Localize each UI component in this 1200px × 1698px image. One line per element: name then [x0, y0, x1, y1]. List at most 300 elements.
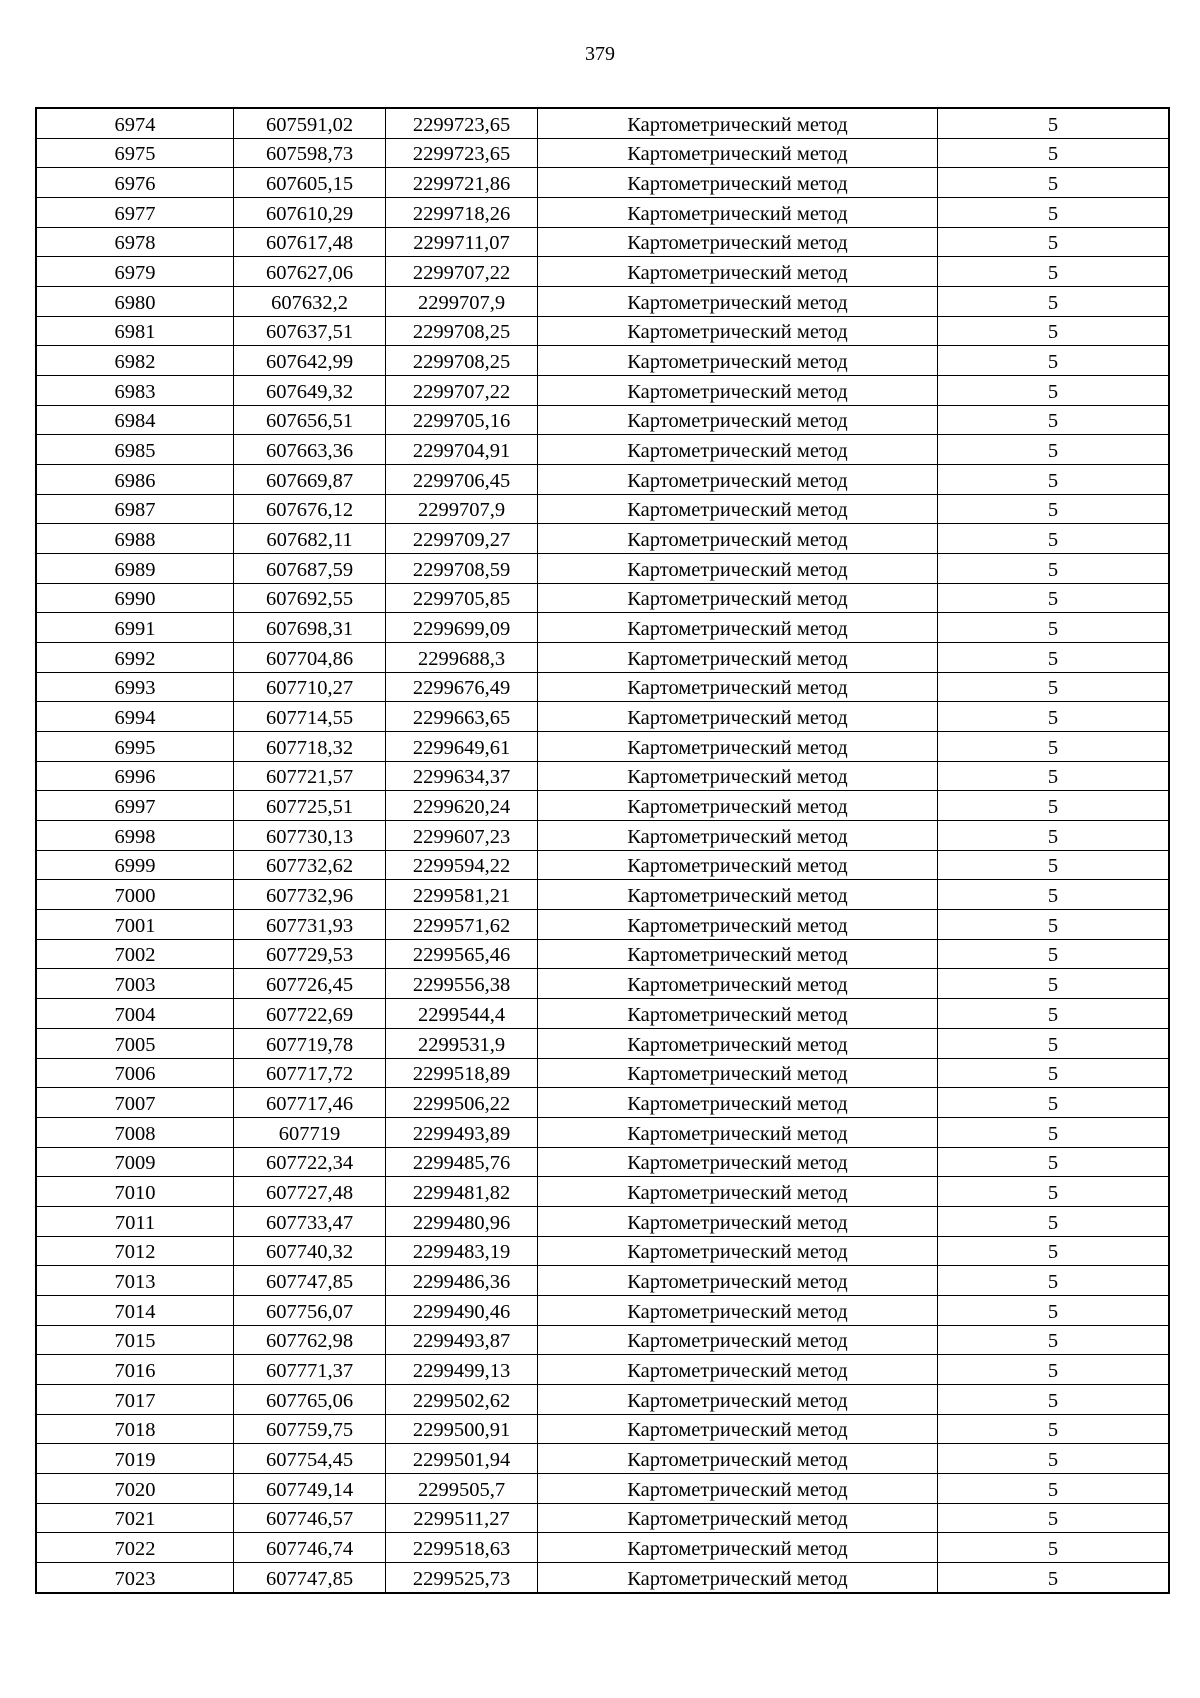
table-row: [37, 1177, 1169, 1207]
x-coordinate-cell: 607746,57: [234, 1503, 386, 1533]
accuracy-cell: 5: [938, 494, 1169, 524]
method-cell: Картометрический метод: [538, 1473, 938, 1503]
accuracy-cell: 5: [938, 643, 1169, 673]
method-cell: Картометрический метод: [538, 1117, 938, 1147]
point-number-cell: 7017: [37, 1384, 234, 1414]
y-coordinate-cell: 2299501,94: [386, 1444, 538, 1474]
point-number-cell: 7014: [37, 1295, 234, 1325]
table-row: [37, 1088, 1169, 1118]
method-cell: Картометрический метод: [538, 346, 938, 376]
y-coordinate-cell: 2299531,9: [386, 1028, 538, 1058]
y-coordinate-cell: 2299676,49: [386, 672, 538, 702]
x-coordinate-cell: 607669,87: [234, 465, 386, 495]
point-number-cell: 7023: [37, 1562, 234, 1592]
y-coordinate-cell: 2299506,22: [386, 1088, 538, 1118]
x-coordinate-cell: 607721,57: [234, 761, 386, 791]
y-coordinate-cell: 2299620,24: [386, 791, 538, 821]
x-coordinate-cell: 607765,06: [234, 1384, 386, 1414]
y-coordinate-cell: 2299544,4: [386, 999, 538, 1029]
y-coordinate-cell: 2299483,19: [386, 1236, 538, 1266]
y-coordinate-cell: 2299708,25: [386, 346, 538, 376]
y-coordinate-cell: 2299502,62: [386, 1384, 538, 1414]
accuracy-cell: 5: [938, 850, 1169, 880]
y-coordinate-cell: 2299699,09: [386, 613, 538, 643]
y-coordinate-cell: 2299493,87: [386, 1325, 538, 1355]
method-cell: Картометрический метод: [538, 613, 938, 643]
accuracy-cell: 5: [938, 346, 1169, 376]
table-row: [37, 168, 1169, 198]
method-cell: Картометрический метод: [538, 1414, 938, 1444]
x-coordinate-cell: 607617,48: [234, 227, 386, 257]
y-coordinate-cell: 2299707,22: [386, 376, 538, 406]
method-cell: Картометрический метод: [538, 287, 938, 317]
method-cell: Картометрический метод: [538, 316, 938, 346]
point-number-cell: 6990: [37, 583, 234, 613]
table-row: [37, 761, 1169, 791]
point-number-cell: 6998: [37, 821, 234, 851]
x-coordinate-cell: 607714,55: [234, 702, 386, 732]
method-cell: Картометрический метод: [538, 1147, 938, 1177]
method-cell: Картометрический метод: [538, 435, 938, 465]
y-coordinate-cell: 2299708,25: [386, 316, 538, 346]
accuracy-cell: 5: [938, 316, 1169, 346]
accuracy-cell: 5: [938, 999, 1169, 1029]
x-coordinate-cell: 607746,74: [234, 1533, 386, 1563]
x-coordinate-cell: 607637,51: [234, 316, 386, 346]
point-number-cell: 7004: [37, 999, 234, 1029]
y-coordinate-cell: 2299723,65: [386, 138, 538, 168]
point-number-cell: 6978: [37, 227, 234, 257]
accuracy-cell: 5: [938, 939, 1169, 969]
point-number-cell: 6982: [37, 346, 234, 376]
accuracy-cell: 5: [938, 376, 1169, 406]
accuracy-cell: 5: [938, 198, 1169, 228]
y-coordinate-cell: 2299707,9: [386, 494, 538, 524]
accuracy-cell: 5: [938, 168, 1169, 198]
method-cell: Картометрический метод: [538, 227, 938, 257]
point-number-cell: 7007: [37, 1088, 234, 1118]
table-row: [37, 613, 1169, 643]
y-coordinate-cell: 2299723,65: [386, 109, 538, 139]
x-coordinate-cell: 607649,32: [234, 376, 386, 406]
x-coordinate-cell: 607762,98: [234, 1325, 386, 1355]
method-cell: Картометрический метод: [538, 465, 938, 495]
page-number: 379: [585, 43, 615, 65]
table-row: [37, 346, 1169, 376]
table-row: [37, 1236, 1169, 1266]
accuracy-cell: 5: [938, 227, 1169, 257]
table-row: [37, 1117, 1169, 1147]
point-number-cell: 6992: [37, 643, 234, 673]
method-cell: Картометрический метод: [538, 850, 938, 880]
accuracy-cell: 5: [938, 1384, 1169, 1414]
point-number-cell: 7020: [37, 1473, 234, 1503]
y-coordinate-cell: 2299721,86: [386, 168, 538, 198]
accuracy-cell: 5: [938, 1177, 1169, 1207]
x-coordinate-cell: 607722,34: [234, 1147, 386, 1177]
table-row: [37, 1503, 1169, 1533]
method-cell: Картометрический метод: [538, 583, 938, 613]
table-row: [37, 1266, 1169, 1296]
point-number-cell: 7022: [37, 1533, 234, 1563]
accuracy-cell: 5: [938, 1295, 1169, 1325]
table-row: [37, 1028, 1169, 1058]
method-cell: Картометрический метод: [538, 376, 938, 406]
x-coordinate-cell: 607692,55: [234, 583, 386, 613]
table-row: [37, 1325, 1169, 1355]
y-coordinate-cell: 2299705,16: [386, 405, 538, 435]
x-coordinate-cell: 607756,07: [234, 1295, 386, 1325]
method-cell: Картометрический метод: [538, 1088, 938, 1118]
y-coordinate-cell: 2299688,3: [386, 643, 538, 673]
method-cell: Картометрический метод: [538, 554, 938, 584]
table-row: [37, 524, 1169, 554]
x-coordinate-cell: 607725,51: [234, 791, 386, 821]
table-row: [37, 376, 1169, 406]
coordinates-table-body: [37, 109, 1169, 1593]
table-row: [37, 910, 1169, 940]
y-coordinate-cell: 2299518,63: [386, 1533, 538, 1563]
point-number-cell: 6977: [37, 198, 234, 228]
point-number-cell: 6979: [37, 257, 234, 287]
accuracy-cell: 5: [938, 1444, 1169, 1474]
method-cell: Картометрический метод: [538, 702, 938, 732]
method-cell: Картометрический метод: [538, 1058, 938, 1088]
method-cell: Картометрический метод: [538, 1562, 938, 1592]
accuracy-cell: 5: [938, 583, 1169, 613]
x-coordinate-cell: 607754,45: [234, 1444, 386, 1474]
table-row: [37, 969, 1169, 999]
method-cell: Картометрический метод: [538, 168, 938, 198]
table-row: [37, 198, 1169, 228]
accuracy-cell: 5: [938, 1028, 1169, 1058]
point-number-cell: 7001: [37, 910, 234, 940]
x-coordinate-cell: 607722,69: [234, 999, 386, 1029]
method-cell: Картометрический метод: [538, 880, 938, 910]
table-row: [37, 732, 1169, 762]
x-coordinate-cell: 607730,13: [234, 821, 386, 851]
method-cell: Картометрический метод: [538, 109, 938, 139]
point-number-cell: 6997: [37, 791, 234, 821]
point-number-cell: 6983: [37, 376, 234, 406]
point-number-cell: 7000: [37, 880, 234, 910]
point-number-cell: 6984: [37, 405, 234, 435]
table-row: [37, 109, 1169, 139]
x-coordinate-cell: 607698,31: [234, 613, 386, 643]
method-cell: Картометрический метод: [538, 494, 938, 524]
table-row: [37, 554, 1169, 584]
accuracy-cell: 5: [938, 554, 1169, 584]
point-number-cell: 7008: [37, 1117, 234, 1147]
accuracy-cell: 5: [938, 1533, 1169, 1563]
point-number-cell: 6999: [37, 850, 234, 880]
method-cell: Картометрический метод: [538, 405, 938, 435]
accuracy-cell: 5: [938, 138, 1169, 168]
accuracy-cell: 5: [938, 1117, 1169, 1147]
accuracy-cell: 5: [938, 791, 1169, 821]
point-number-cell: 7016: [37, 1355, 234, 1385]
table-row: [37, 1473, 1169, 1503]
y-coordinate-cell: 2299565,46: [386, 939, 538, 969]
method-cell: Картометрический метод: [538, 1266, 938, 1296]
method-cell: Картометрический метод: [538, 732, 938, 762]
point-number-cell: 7012: [37, 1236, 234, 1266]
accuracy-cell: 5: [938, 732, 1169, 762]
y-coordinate-cell: 2299594,22: [386, 850, 538, 880]
point-number-cell: 7015: [37, 1325, 234, 1355]
method-cell: Картометрический метод: [538, 999, 938, 1029]
coordinates-table: [36, 108, 1169, 1593]
y-coordinate-cell: 2299706,45: [386, 465, 538, 495]
table-row: [37, 643, 1169, 673]
accuracy-cell: 5: [938, 821, 1169, 851]
accuracy-cell: 5: [938, 1058, 1169, 1088]
y-coordinate-cell: 2299500,91: [386, 1414, 538, 1444]
accuracy-cell: 5: [938, 524, 1169, 554]
y-coordinate-cell: 2299707,22: [386, 257, 538, 287]
point-number-cell: 6980: [37, 287, 234, 317]
method-cell: Картометрический метод: [538, 1295, 938, 1325]
method-cell: Картометрический метод: [538, 821, 938, 851]
x-coordinate-cell: 607740,32: [234, 1236, 386, 1266]
x-coordinate-cell: 607627,06: [234, 257, 386, 287]
x-coordinate-cell: 607598,73: [234, 138, 386, 168]
table-row: [37, 1147, 1169, 1177]
table-row: [37, 672, 1169, 702]
table-row: [37, 1444, 1169, 1474]
table-row: [37, 583, 1169, 613]
accuracy-cell: 5: [938, 1088, 1169, 1118]
point-number-cell: 6987: [37, 494, 234, 524]
accuracy-cell: 5: [938, 465, 1169, 495]
point-number-cell: 7002: [37, 939, 234, 969]
table-row: [37, 1384, 1169, 1414]
method-cell: Картометрический метод: [538, 643, 938, 673]
accuracy-cell: 5: [938, 1266, 1169, 1296]
table-row: [37, 257, 1169, 287]
method-cell: Картометрический метод: [538, 1533, 938, 1563]
method-cell: Картометрический метод: [538, 969, 938, 999]
point-number-cell: 6991: [37, 613, 234, 643]
table-row: [37, 1414, 1169, 1444]
accuracy-cell: 5: [938, 1503, 1169, 1533]
table-row: [37, 1295, 1169, 1325]
point-number-cell: 7003: [37, 969, 234, 999]
x-coordinate-cell: 607676,12: [234, 494, 386, 524]
x-coordinate-cell: 607642,99: [234, 346, 386, 376]
method-cell: Картометрический метод: [538, 910, 938, 940]
method-cell: Картометрический метод: [538, 1355, 938, 1385]
point-number-cell: 7019: [37, 1444, 234, 1474]
x-coordinate-cell: 607747,85: [234, 1266, 386, 1296]
x-coordinate-cell: 607719,78: [234, 1028, 386, 1058]
y-coordinate-cell: 2299649,61: [386, 732, 538, 762]
point-number-cell: 7006: [37, 1058, 234, 1088]
x-coordinate-cell: 607747,85: [234, 1562, 386, 1592]
x-coordinate-cell: 607704,86: [234, 643, 386, 673]
y-coordinate-cell: 2299490,46: [386, 1295, 538, 1325]
x-coordinate-cell: 607591,02: [234, 109, 386, 139]
table-row: [37, 1562, 1169, 1592]
y-coordinate-cell: 2299511,27: [386, 1503, 538, 1533]
y-coordinate-cell: 2299486,36: [386, 1266, 538, 1296]
y-coordinate-cell: 2299607,23: [386, 821, 538, 851]
accuracy-cell: 5: [938, 435, 1169, 465]
point-number-cell: 6989: [37, 554, 234, 584]
x-coordinate-cell: 607727,48: [234, 1177, 386, 1207]
accuracy-cell: 5: [938, 613, 1169, 643]
table-row: [37, 287, 1169, 317]
x-coordinate-cell: 607759,75: [234, 1414, 386, 1444]
x-coordinate-cell: 607771,37: [234, 1355, 386, 1385]
accuracy-cell: 5: [938, 1206, 1169, 1236]
y-coordinate-cell: 2299663,65: [386, 702, 538, 732]
method-cell: Картометрический метод: [538, 1236, 938, 1266]
y-coordinate-cell: 2299556,38: [386, 969, 538, 999]
method-cell: Картометрический метод: [538, 1444, 938, 1474]
accuracy-cell: 5: [938, 257, 1169, 287]
method-cell: Картометрический метод: [538, 939, 938, 969]
point-number-cell: 7005: [37, 1028, 234, 1058]
method-cell: Картометрический метод: [538, 257, 938, 287]
accuracy-cell: 5: [938, 1473, 1169, 1503]
x-coordinate-cell: 607710,27: [234, 672, 386, 702]
y-coordinate-cell: 2299518,89: [386, 1058, 538, 1088]
accuracy-cell: 5: [938, 672, 1169, 702]
table-row: [37, 138, 1169, 168]
table-row: [37, 850, 1169, 880]
table-row: [37, 702, 1169, 732]
table-row: [37, 435, 1169, 465]
x-coordinate-cell: 607682,11: [234, 524, 386, 554]
x-coordinate-cell: 607749,14: [234, 1473, 386, 1503]
table-row: [37, 405, 1169, 435]
method-cell: Картометрический метод: [538, 1028, 938, 1058]
point-number-cell: 6996: [37, 761, 234, 791]
accuracy-cell: 5: [938, 1147, 1169, 1177]
x-coordinate-cell: 607717,46: [234, 1088, 386, 1118]
accuracy-cell: 5: [938, 910, 1169, 940]
table-row: [37, 465, 1169, 495]
method-cell: Картометрический метод: [538, 761, 938, 791]
y-coordinate-cell: 2299571,62: [386, 910, 538, 940]
table-row: [37, 227, 1169, 257]
table-row: [37, 1533, 1169, 1563]
x-coordinate-cell: 607719: [234, 1117, 386, 1147]
table-row: [37, 1206, 1169, 1236]
x-coordinate-cell: 607663,36: [234, 435, 386, 465]
accuracy-cell: 5: [938, 287, 1169, 317]
method-cell: Картометрический метод: [538, 138, 938, 168]
accuracy-cell: 5: [938, 1325, 1169, 1355]
method-cell: Картометрический метод: [538, 524, 938, 554]
point-number-cell: 6976: [37, 168, 234, 198]
x-coordinate-cell: 607632,2: [234, 287, 386, 317]
point-number-cell: 7018: [37, 1414, 234, 1444]
table-row: [37, 316, 1169, 346]
y-coordinate-cell: 2299485,76: [386, 1147, 538, 1177]
y-coordinate-cell: 2299525,73: [386, 1562, 538, 1592]
x-coordinate-cell: 607717,72: [234, 1058, 386, 1088]
y-coordinate-cell: 2299480,96: [386, 1206, 538, 1236]
method-cell: Картометрический метод: [538, 1503, 938, 1533]
point-number-cell: 6974: [37, 109, 234, 139]
accuracy-cell: 5: [938, 1414, 1169, 1444]
accuracy-cell: 5: [938, 1355, 1169, 1385]
method-cell: Картометрический метод: [538, 1177, 938, 1207]
x-coordinate-cell: 607733,47: [234, 1206, 386, 1236]
point-number-cell: 7009: [37, 1147, 234, 1177]
accuracy-cell: 5: [938, 405, 1169, 435]
point-number-cell: 7010: [37, 1177, 234, 1207]
y-coordinate-cell: 2299634,37: [386, 761, 538, 791]
point-number-cell: 6981: [37, 316, 234, 346]
method-cell: Картометрический метод: [538, 1325, 938, 1355]
method-cell: Картометрический метод: [538, 198, 938, 228]
y-coordinate-cell: 2299705,85: [386, 583, 538, 613]
x-coordinate-cell: 607726,45: [234, 969, 386, 999]
x-coordinate-cell: 607732,62: [234, 850, 386, 880]
table-row: [37, 791, 1169, 821]
point-number-cell: 7011: [37, 1206, 234, 1236]
point-number-cell: 7021: [37, 1503, 234, 1533]
point-number-cell: 6975: [37, 138, 234, 168]
y-coordinate-cell: 2299505,7: [386, 1473, 538, 1503]
y-coordinate-cell: 2299493,89: [386, 1117, 538, 1147]
y-coordinate-cell: 2299707,9: [386, 287, 538, 317]
y-coordinate-cell: 2299709,27: [386, 524, 538, 554]
method-cell: Картометрический метод: [538, 1384, 938, 1414]
accuracy-cell: 5: [938, 1562, 1169, 1592]
method-cell: Картометрический метод: [538, 791, 938, 821]
accuracy-cell: 5: [938, 109, 1169, 139]
x-coordinate-cell: 607605,15: [234, 168, 386, 198]
point-number-cell: 6993: [37, 672, 234, 702]
accuracy-cell: 5: [938, 761, 1169, 791]
point-number-cell: 6995: [37, 732, 234, 762]
method-cell: Картометрический метод: [538, 672, 938, 702]
y-coordinate-cell: 2299499,13: [386, 1355, 538, 1385]
x-coordinate-cell: 607731,93: [234, 910, 386, 940]
point-number-cell: 6988: [37, 524, 234, 554]
table-row: [37, 821, 1169, 851]
x-coordinate-cell: 607729,53: [234, 939, 386, 969]
x-coordinate-cell: 607718,32: [234, 732, 386, 762]
table-row: [37, 1355, 1169, 1385]
accuracy-cell: 5: [938, 702, 1169, 732]
accuracy-cell: 5: [938, 969, 1169, 999]
x-coordinate-cell: 607610,29: [234, 198, 386, 228]
table-row: [37, 939, 1169, 969]
x-coordinate-cell: 607656,51: [234, 405, 386, 435]
y-coordinate-cell: 2299708,59: [386, 554, 538, 584]
x-coordinate-cell: 607732,96: [234, 880, 386, 910]
y-coordinate-cell: 2299481,82: [386, 1177, 538, 1207]
method-cell: Картометрический метод: [538, 1206, 938, 1236]
point-number-cell: 6986: [37, 465, 234, 495]
point-number-cell: 7013: [37, 1266, 234, 1296]
x-coordinate-cell: 607687,59: [234, 554, 386, 584]
accuracy-cell: 5: [938, 1236, 1169, 1266]
table-row: [37, 880, 1169, 910]
table-row: [37, 999, 1169, 1029]
accuracy-cell: 5: [938, 880, 1169, 910]
y-coordinate-cell: 2299711,07: [386, 227, 538, 257]
y-coordinate-cell: 2299704,91: [386, 435, 538, 465]
point-number-cell: 6994: [37, 702, 234, 732]
point-number-cell: 6985: [37, 435, 234, 465]
y-coordinate-cell: 2299581,21: [386, 880, 538, 910]
